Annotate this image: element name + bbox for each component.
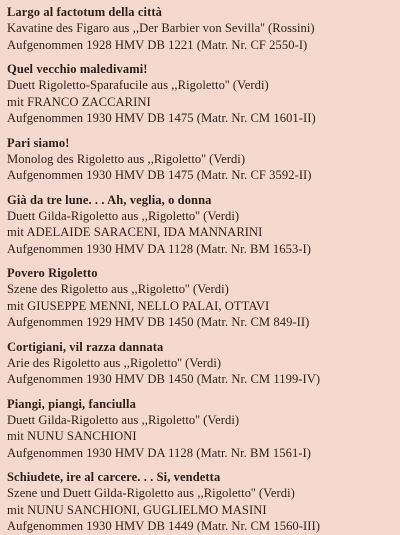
track-title: Quel vecchio maledivami! <box>7 62 148 76</box>
track-description: Szene des Rigoletto aus ,,Rigoletto'' (Verdi) <box>7 282 229 296</box>
track-entry-7 <box>7 396 394 462</box>
track-description: Duett Rigoletto-Sparafucile aus ,,Rigoletto'' (Verdi) <box>7 78 269 92</box>
track-entry-6 <box>7 339 394 388</box>
track-description: Duett Gilda-Rigoletto aus ,,Rigoletto'' (Verdi) <box>7 412 240 427</box>
track-description: Arie des Rigoletto aus ,,Rigoletto'' (Verdi) <box>7 355 222 370</box>
track-entry-1 <box>7 4 394 53</box>
recording-info: Aufgenommen 1930 HMV DB 1450 (Matr. Nr. CM 1199-IV) <box>7 372 321 386</box>
track-entry-8 <box>7 469 394 535</box>
track-entry-2 <box>7 61 394 127</box>
performers: mit NUNU SANCHIONI, GUGLIELMO MASINI <box>7 502 267 517</box>
track-description: Monolog des Rigoletto aus ,,Rigoletto'' (Verdi) <box>7 151 246 166</box>
performers: mit FRANCO ZACCARINI <box>7 94 151 109</box>
performers: mit GIUSEPPE MENNI, NELLO PALAI, OTTAVI <box>7 298 270 313</box>
recording-info: Aufgenommen 1928 HMV DB 1221 (Matr. Nr. CF 2550-I) <box>7 37 308 52</box>
track-description: Duett Gilda-Rigoletto aus ,,Rigoletto'' (Verdi) <box>7 208 240 223</box>
track-title: Già da tre lune. . . Ah, veglia, o donna <box>7 192 212 207</box>
recording-info: Aufgenommen 1930 HMV DB 1449 (Matr. Nr. CM 1560-III) <box>7 519 320 533</box>
performers: mit NUNU SANCHIONI <box>7 429 137 443</box>
track-title: Pari siamo! <box>7 135 70 150</box>
recording-info: Aufgenommen 1929 HMV DB 1450 (Matr. Nr. CM 849-II) <box>7 315 310 329</box>
track-description: Szene und Duett Gilda-Rigoletto aus ,,Rigoletto'' (Verdi) <box>7 486 295 500</box>
track-title: Cortigiani, vil razza dannata <box>7 339 164 354</box>
recording-info: Aufgenommen 1930 HMV DB 1475 (Matr. Nr. CF 3592-II) <box>7 168 312 182</box>
recording-info: Aufgenommen 1930 HMV DB 1475 (Matr. Nr. CM 1601-II) <box>7 111 316 125</box>
track-title: Povero Rigoletto <box>7 266 98 280</box>
track-entry-4 <box>7 192 394 258</box>
performers: mit ADELAIDE SARACENI, IDA MANNARINI <box>7 225 263 239</box>
track-title: Piangi, piangi, fanciulla <box>7 396 136 411</box>
track-title: Largo al factotum della città <box>7 5 162 19</box>
recording-info: Aufgenommen 1930 HMV DA 1128 (Matr. Nr. BM 1561-I) <box>7 445 312 460</box>
track-entry-5 <box>7 265 394 331</box>
track-description: Kavatine des Figaro aus ,,Der Barbier von Sevilla'' (Rossini) <box>7 21 315 35</box>
recording-info: Aufgenommen 1930 HMV DA 1128 (Matr. Nr. BM 1653-I) <box>7 241 312 256</box>
track-entry-3 <box>7 135 394 184</box>
track-title: Schiudete, ire al carcere. . . Si, vendetta <box>7 470 221 484</box>
